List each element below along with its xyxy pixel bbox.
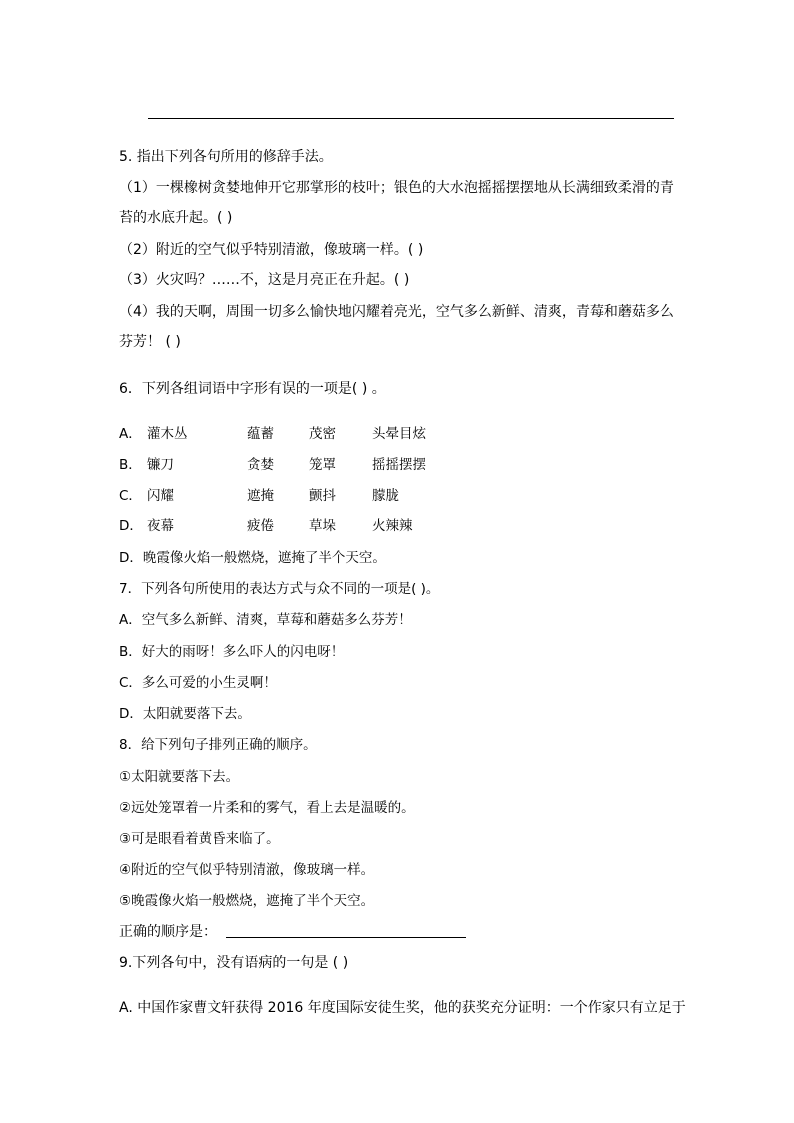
q6-option-d [119, 516, 413, 536]
word: 闪耀 [147, 488, 174, 504]
word: 草垛 [309, 518, 336, 534]
q5-sentence-1: （1）一棵橡树贪婪地伸开它那掌形的枝叶；银色的大水泡摇摇摆摆地从长满细致柔滑的青 [119, 180, 674, 196]
q6-option-extra: D．晚霞像火焰一般燃烧，遮掩了半个天空。 [119, 550, 386, 566]
q7-option-c: C．多么可爱的小生灵啊！ [119, 675, 277, 691]
word: 蕴蓄 [247, 426, 274, 442]
q5-sentence-4-cont: 芬芳！ ( ) [119, 334, 181, 350]
word: 茂密 [309, 426, 336, 442]
word: 火辣辣 [372, 518, 413, 534]
q6-option-a-words [119, 424, 426, 444]
q8-answer-label: 正确的顺序是： [119, 924, 217, 940]
q9-title: 9.下列各句中，没有语病的一句是 ( ) [119, 955, 349, 971]
word: 朦胧 [372, 488, 399, 504]
q6-option-c [119, 486, 399, 506]
q8-title: 8．给下列句子排列正确的顺序。 [119, 737, 317, 753]
word: 笼罩 [309, 457, 336, 473]
q6-option-b [119, 455, 426, 475]
q5-sentence-4: （4）我的天啊，周围一切多么愉快地闪耀着亮光，空气多么新鲜、清爽，青莓和蘑菇多么 [119, 304, 674, 320]
q7-option-a: A．空气多么新鲜、清爽，草莓和蘑菇多么芬芳！ [119, 612, 412, 628]
option-label: A． [119, 426, 142, 442]
q8-item: ⑤晚霞像火焰一般燃烧，遮掩了半个天空。 [119, 893, 375, 909]
q6-title: 6．下列各组词语中字形有误的一项是( ) 。 [119, 381, 386, 397]
q5-sentence-2: （2）附近的空气似乎特别清澈，像玻璃一样。( ) [119, 242, 424, 258]
word: 遮掩 [247, 488, 274, 504]
q5-sentence-3: （3）火灾吗？……不，这是月亮正在升起。( ) [119, 272, 410, 288]
q7-option-d: D．太阳就要落下去。 [119, 706, 251, 722]
q9-option-a: A. 中国作家曹文轩获得 2016 年度国际安徒生奖，他的获奖充分证明：一个作家只有立足于 [119, 1000, 686, 1016]
word: 摇摇摆摆 [372, 457, 426, 473]
header-rule [148, 118, 674, 119]
word: 灌木丛 [147, 426, 188, 442]
q8-item: ③可是眼看着黄昏来临了。 [119, 831, 280, 847]
answer-blank-line [226, 937, 466, 938]
q8-item: ①太阳就要落下去。 [119, 769, 240, 785]
q8-item: ④附近的空气似乎特别清澈，像玻璃一样。 [119, 862, 375, 878]
option-label: B． [119, 457, 142, 473]
q7-option-b: B．好大的雨呀！多么吓人的闪电呀！ [119, 644, 345, 660]
option-label: C． [119, 488, 142, 504]
q7-title: 7．下列各句所使用的表达方式与众不同的一项是( )。 [119, 581, 440, 597]
word: 颤抖 [309, 488, 336, 504]
option-label: D． [119, 518, 143, 534]
q5-title: 5. 指出下列各句所用的修辞手法。 [119, 149, 333, 165]
q5-sentence-1-cont: 苔的水底升起。( ) [119, 210, 233, 226]
q8-item: ②远处笼罩着一片柔和的雾气，看上去是温暖的。 [119, 800, 415, 816]
word: 镰刀 [147, 457, 174, 473]
word: 疲倦 [247, 518, 274, 534]
word: 贪婪 [247, 457, 274, 473]
word: 夜幕 [147, 518, 174, 534]
word: 头晕目炫 [372, 426, 426, 442]
